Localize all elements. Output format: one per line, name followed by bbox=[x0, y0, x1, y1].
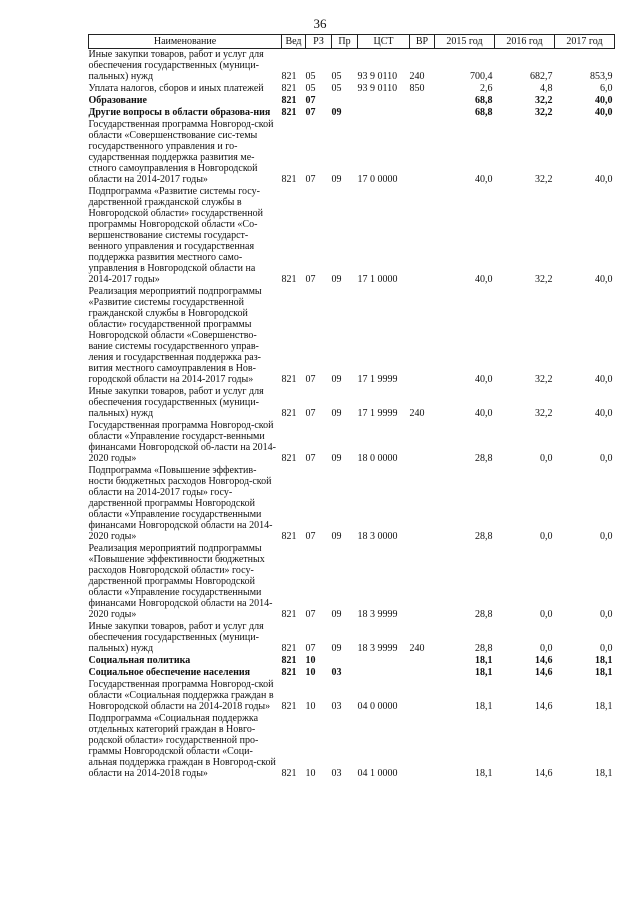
cell-2016: 32,2 bbox=[535, 274, 553, 285]
cell-cst: 93 9 0110 bbox=[357, 71, 398, 82]
header-2016: 2016 год bbox=[495, 35, 555, 49]
cell-2015: 68,8 bbox=[475, 107, 493, 118]
cell-name: Подпрограмма «Повышение эффектив-ности бюджетных расходов Новгород-ской области на 2014-2017 годы» госу-дарственной программы Новгородской области «Управление государственными финансами Новгородской области на 2014-2020 годы» bbox=[88, 465, 273, 542]
table-row bbox=[89, 49, 615, 84]
cell-cst: 04 0 0000 bbox=[357, 701, 398, 712]
cell-2016: 14,6 bbox=[535, 655, 553, 666]
cell-2016: 682,7 bbox=[530, 71, 553, 82]
cell-rz: 10 bbox=[305, 768, 316, 779]
cell-2015: 28,8 bbox=[475, 643, 493, 654]
header-2017: 2017 год bbox=[555, 35, 615, 49]
header-cst: ЦСТ bbox=[358, 35, 410, 49]
cell-2016: 32,2 bbox=[535, 174, 553, 185]
cell-2015: 40,0 bbox=[475, 274, 493, 285]
cell-rz: 07 bbox=[305, 453, 316, 464]
cell-name: Иные закупки товаров, работ и услуг для обеспечения государственных (муници-пальных) нужд bbox=[88, 621, 264, 654]
cell-2017: 6,0 bbox=[600, 83, 613, 94]
cell-2017: 40,0 bbox=[595, 374, 613, 385]
cell-cst: 17 1 9999 bbox=[357, 374, 398, 385]
cell-pr bbox=[332, 95, 358, 107]
cell-vr: 850 bbox=[409, 83, 425, 94]
cell-pr: 09 bbox=[331, 531, 342, 542]
cell-2016: 0,0 bbox=[540, 453, 553, 464]
table-row bbox=[89, 186, 615, 286]
cell-2016: 14,6 bbox=[535, 768, 553, 779]
cell-2015: 2,6 bbox=[480, 83, 493, 94]
cell-2015: 68,8 bbox=[475, 95, 493, 106]
table-row bbox=[89, 386, 615, 420]
cell-2017: 40,0 bbox=[595, 408, 613, 419]
cell-pr: 09 bbox=[331, 274, 342, 285]
cell-2016: 0,0 bbox=[540, 531, 553, 542]
cell-vr: 240 bbox=[409, 408, 425, 419]
cell-ved: 821 bbox=[281, 174, 297, 185]
cell-2017: 18,1 bbox=[595, 701, 613, 712]
cell-2015: 28,8 bbox=[475, 453, 493, 464]
cell-rz: 07 bbox=[305, 643, 316, 654]
cell-pr: 09 bbox=[331, 643, 342, 654]
cell-vr bbox=[410, 119, 435, 186]
cell-2016: 32,2 bbox=[535, 374, 553, 385]
cell-ved: 821 bbox=[281, 274, 297, 285]
cell-ved: 821 bbox=[281, 609, 297, 620]
cell-2016: 14,6 bbox=[535, 667, 553, 678]
cell-ved: 821 bbox=[281, 768, 297, 779]
cell-pr: 03 bbox=[331, 701, 342, 712]
cell-2016: 0,0 bbox=[540, 609, 553, 620]
cell-name: Государственная программа Новгород-ской области «Управление государст-венными финансами Новгородской об-ласти на 2014-2020 годы» bbox=[88, 420, 277, 464]
cell-rz: 07 bbox=[305, 408, 316, 419]
table-row bbox=[89, 286, 615, 386]
cell-2016: 32,2 bbox=[535, 95, 553, 106]
cell-ved: 821 bbox=[281, 453, 297, 464]
cell-2015: 40,0 bbox=[475, 374, 493, 385]
cell-2017: 40,0 bbox=[595, 107, 613, 118]
cell-2015: 40,0 bbox=[475, 408, 493, 419]
table-row bbox=[89, 420, 615, 465]
header-pr: Пр bbox=[332, 35, 358, 49]
cell-vr bbox=[410, 420, 435, 465]
cell-cst: 04 1 0000 bbox=[357, 768, 398, 779]
cell-2017: 853,9 bbox=[590, 71, 613, 82]
cell-2017: 40,0 bbox=[595, 174, 613, 185]
cell-cst: 17 0 0000 bbox=[357, 174, 398, 185]
cell-ved: 821 bbox=[281, 408, 297, 419]
cell-cst: 18 3 0000 bbox=[357, 531, 398, 542]
cell-pr: 09 bbox=[331, 408, 342, 419]
cell-vr bbox=[410, 186, 435, 286]
cell-ved: 821 bbox=[281, 655, 297, 666]
cell-pr: 09 bbox=[331, 174, 342, 185]
budget-table bbox=[88, 34, 615, 780]
cell-pr bbox=[332, 655, 358, 667]
cell-vr: 240 bbox=[409, 643, 425, 654]
cell-rz: 07 bbox=[305, 609, 316, 620]
cell-pr: 03 bbox=[331, 768, 342, 779]
cell-vr bbox=[410, 543, 435, 621]
cell-rz: 07 bbox=[305, 107, 316, 118]
cell-rz: 10 bbox=[305, 655, 316, 666]
cell-pr: 05 bbox=[331, 71, 342, 82]
cell-pr: 03 bbox=[331, 667, 342, 678]
table-row bbox=[89, 83, 615, 95]
table-body bbox=[89, 49, 615, 781]
cell-ved: 821 bbox=[281, 107, 297, 118]
page-number: 36 bbox=[313, 16, 327, 31]
cell-2017: 40,0 bbox=[595, 95, 613, 106]
header-name: Наименование bbox=[89, 35, 282, 49]
cell-cst: 18 3 9999 bbox=[357, 643, 398, 654]
cell-vr bbox=[410, 667, 435, 679]
cell-2015: 700,4 bbox=[470, 71, 493, 82]
cell-vr bbox=[410, 679, 435, 713]
cell-2017: 0,0 bbox=[600, 531, 613, 542]
cell-ved: 821 bbox=[281, 667, 297, 678]
table-row bbox=[89, 679, 615, 713]
cell-cst bbox=[358, 95, 410, 107]
cell-cst: 18 3 9999 bbox=[357, 609, 398, 620]
cell-2017: 0,0 bbox=[600, 643, 613, 654]
cell-rz: 07 bbox=[305, 531, 316, 542]
table-row bbox=[89, 667, 615, 679]
cell-ved: 821 bbox=[281, 701, 297, 712]
table-row bbox=[89, 119, 615, 186]
cell-rz: 07 bbox=[305, 274, 316, 285]
cell-name: Реализация мероприятий подпрограммы «Развитие системы государственной гражданской службы в Новгородской области» государственной программы Новгородской области «Совершенство-вание системы государственного управ-ления и государственная поддержка раз-вития местного самоуправления в Нов-городской области на 2014-2017 годы» bbox=[88, 286, 262, 385]
cell-rz: 05 bbox=[305, 71, 316, 82]
table-row bbox=[89, 713, 615, 780]
cell-name: Подпрограмма «Социальная поддержка отдельных категорий граждан в Новго-родской области» государственной про-граммы Новгородской области «Соци-альная поддержка граждан в Новгород-ской области на 2014-2018 годы» bbox=[88, 713, 276, 779]
cell-2016: 32,2 bbox=[535, 107, 553, 118]
cell-name: Уплата налогов, сборов и иных платежей bbox=[88, 83, 264, 94]
cell-2016: 14,6 bbox=[535, 701, 553, 712]
cell-2017: 18,1 bbox=[595, 768, 613, 779]
table-row bbox=[89, 465, 615, 543]
cell-vr bbox=[410, 95, 435, 107]
cell-rz: 10 bbox=[305, 667, 316, 678]
cell-ved: 821 bbox=[281, 643, 297, 654]
cell-cst: 93 9 0110 bbox=[357, 83, 398, 94]
cell-2016: 0,0 bbox=[540, 643, 553, 654]
header-2015: 2015 год bbox=[435, 35, 495, 49]
cell-2017: 0,0 bbox=[600, 609, 613, 620]
cell-pr: 09 bbox=[331, 107, 342, 118]
header-ved: Вед bbox=[282, 35, 306, 49]
cell-rz: 07 bbox=[305, 174, 316, 185]
table-row bbox=[89, 655, 615, 667]
cell-rz: 07 bbox=[305, 374, 316, 385]
cell-2015: 18,1 bbox=[475, 701, 493, 712]
cell-ved: 821 bbox=[281, 374, 297, 385]
cell-name: Иные закупки товаров, работ и услуг для обеспечения государственных (муници-пальных) нужд bbox=[88, 386, 264, 419]
cell-name: Социальное обеспечение населения bbox=[88, 667, 251, 678]
cell-name: Государственная программа Новгород-ской области «Совершенствование сис-темы государственного управления и го-сударственная поддержка развития ме-стного самоуправления в Новгородской области на 2014-2017 годы» bbox=[88, 119, 274, 185]
cell-ved: 821 bbox=[281, 95, 297, 106]
cell-vr: 240 bbox=[409, 71, 425, 82]
cell-2015: 28,8 bbox=[475, 609, 493, 620]
cell-cst bbox=[358, 107, 410, 119]
cell-rz: 05 bbox=[305, 83, 316, 94]
cell-cst bbox=[358, 667, 410, 679]
cell-pr: 09 bbox=[331, 453, 342, 464]
cell-vr bbox=[410, 465, 435, 543]
cell-pr: 09 bbox=[331, 374, 342, 385]
table-row bbox=[89, 621, 615, 655]
cell-2016: 4,8 bbox=[540, 83, 553, 94]
cell-name: Другие вопросы в области образова-ния bbox=[88, 107, 271, 118]
cell-vr bbox=[410, 655, 435, 667]
cell-name: Подпрограмма «Развитие системы госу-дарственной гражданской службы в Новгородской области» государственной программы Новгородской области «Со-вершенствование системы государст-венного управления и государственная поддержка развития местного само-управления в Новгородской области на 2014-2017 годы» bbox=[88, 186, 263, 285]
cell-cst: 17 1 0000 bbox=[357, 274, 398, 285]
cell-2015: 40,0 bbox=[475, 174, 493, 185]
cell-2017: 0,0 bbox=[600, 453, 613, 464]
cell-vr bbox=[410, 107, 435, 119]
cell-name: Иные закупки товаров, работ и услуг для обеспечения государственных (муници-пальных) нужд bbox=[88, 49, 264, 82]
cell-ved: 821 bbox=[281, 71, 297, 82]
cell-pr: 05 bbox=[331, 83, 342, 94]
cell-name: Реализация мероприятий подпрограммы «Повышение эффективности бюджетных расходов Новгородской области» госу-дарственной программы Новгородской области «Управление государственными финансами Новгородской области на 2014-2020 годы» bbox=[88, 543, 273, 620]
cell-vr bbox=[410, 286, 435, 386]
cell-2017: 18,1 bbox=[595, 655, 613, 666]
cell-cst: 18 0 0000 bbox=[357, 453, 398, 464]
cell-2017: 18,1 bbox=[595, 667, 613, 678]
cell-2017: 40,0 bbox=[595, 274, 613, 285]
cell-ved: 821 bbox=[281, 83, 297, 94]
cell-vr bbox=[410, 713, 435, 780]
cell-name: Образование bbox=[88, 95, 147, 106]
cell-name: Государственная программа Новгород-ской области «Социальная поддержка граждан в Новгородской области на 2014-2018 годы» bbox=[88, 679, 274, 712]
table-row bbox=[89, 543, 615, 621]
cell-rz: 07 bbox=[305, 95, 316, 106]
table-header-row bbox=[89, 35, 615, 49]
table-row bbox=[89, 107, 615, 119]
cell-2015: 18,1 bbox=[475, 655, 493, 666]
table-row bbox=[89, 95, 615, 107]
cell-rz: 10 bbox=[305, 701, 316, 712]
cell-2015: 18,1 bbox=[475, 768, 493, 779]
header-rz: РЗ bbox=[306, 35, 332, 49]
cell-name: Социальная политика bbox=[88, 655, 191, 666]
cell-2015: 18,1 bbox=[475, 667, 493, 678]
cell-cst: 17 1 9999 bbox=[357, 408, 398, 419]
cell-2016: 32,2 bbox=[535, 408, 553, 419]
cell-ved: 821 bbox=[281, 531, 297, 542]
cell-cst bbox=[358, 655, 410, 667]
cell-2015: 28,8 bbox=[475, 531, 493, 542]
cell-pr: 09 bbox=[331, 609, 342, 620]
header-vr: ВР bbox=[410, 35, 435, 49]
